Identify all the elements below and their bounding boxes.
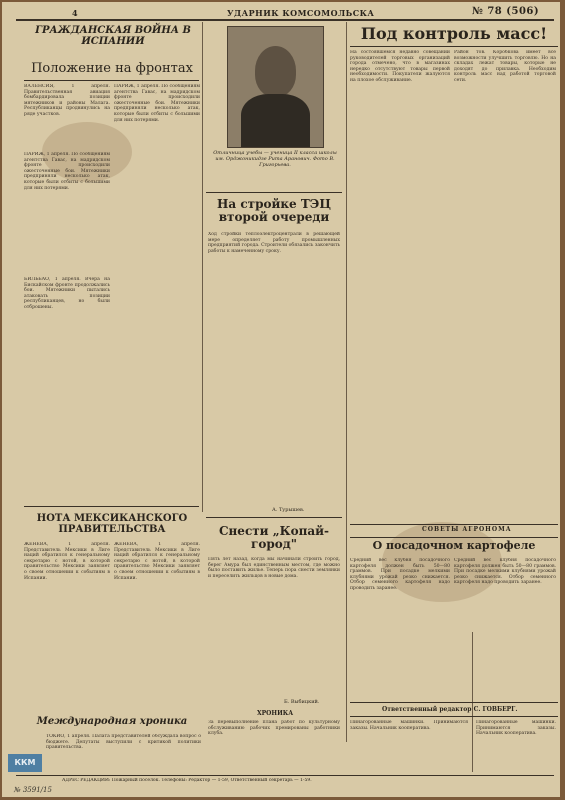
editor-line: Ответственный редактор С. ГОВБЕРГ. [382, 706, 518, 713]
kopai-heading: Снести „Копай-город" [218, 524, 330, 551]
mexico-note-text-continued: ЖЕНЕВА, 1 апреля. Представитель Мексики в Лиге наций обратился к генеральному секретарю с нотой, в которой правительство Мексики заявляет о своем отношении к событиям в Испании. [114, 542, 200, 581]
potato-heading: О посадочном картофеле [372, 539, 536, 552]
chronicle-text: За перевыполнение плана работ по культурному обслуживанию рабочих премированы работники клуба. [208, 720, 340, 737]
footer-rule [16, 775, 554, 776]
international-chronicle-heading: Международная хроника [36, 716, 188, 727]
column-divider [346, 22, 347, 742]
mexico-note-heading: НОТА МЕКСИКАНСКОГО ПРАВИТЕЛЬСТВА [36, 513, 188, 535]
potato-text-a: Средний вес клубня посадочного картофеля должен быть 50—80 граммов. При посадке мелкими клубнями урожай резко снижается. Отбор семенного картофеля надо проводить заранее. [350, 558, 450, 591]
photo-caption: Отличница учебы — ученица II класса школы им. Орджоникидзе Рита Аранович. Фото В. Григорьева. [213, 150, 337, 168]
front-report-4: ПАРИЖ, 1 апреля. По сообщениям агентства Гавас, на мадридском фронте происходили ожесточенные бои. Мятежники предприняли несколько атак, которые были отбиты с большими для них потерями. [114, 84, 200, 123]
heading-rule [350, 46, 558, 47]
archive-stamp: ККМ [8, 754, 42, 772]
section-rule [206, 517, 342, 518]
page-number: 4 [72, 8, 79, 18]
fronts-subheading: Положение на фронтах [31, 61, 193, 76]
tec-heading: На стройке ТЭЦ второй очереди [217, 197, 331, 224]
spain-war-heading: ГРАЖДАНСКАЯ ВОЙНА В ИСПАНИИ [35, 25, 191, 47]
kopai-article-text: Пять лет назад, когда мы начинали строить город, берег Амура был единственным местом, где можно было поставить жилье. Теперь пора снести землянки и переселить жильцов в новые дома. [208, 557, 340, 579]
masthead-rule [16, 19, 554, 21]
front-report-3: БИЛЬБАО, 1 апреля. Вчера на Бискайском фронте продолжались бои. Мятежники пытались атаковать позиции республиканцев, но были отброшены. [24, 277, 110, 310]
portrait-body [241, 94, 309, 147]
mass-control-text-a: На состоявшемся недавно совещании руководителей торговых организаций города отмечено, что в магазинах нередко отсутствуют товары первой необходимости. Покупатели жалуются на плохое обслуживание. [350, 50, 450, 83]
footer-address: АДРЕС РЕДАКЦИИ: Пожарный поселок. Телефоны: Редактор — 1-59, Ответственный секретарь — 1-59. [62, 778, 312, 783]
kopai-author: Б. Выбицкий. [284, 699, 320, 705]
portrait-photo [227, 26, 324, 148]
mass-control-heading: Под контроль масс! [360, 24, 548, 43]
mass-control-text-b: Район тов. Коробкова имеет все возможности улучшить торговлю. Но на складах лежат товары, которые не доходят до прилавка. Необходим контроль масс над работой торговой сети. [454, 50, 556, 83]
tec-article-text: Ход стройки теплоэлектроцентрали в решающей мере определяет работу промышленных предприятий города. Строители обязались закончить работы к намеченному сроку. [208, 232, 340, 254]
portrait-face [255, 46, 297, 96]
notices-text-right: Пинагорованные машинки. Принимаются заказы. Начальник кооператива. [476, 720, 556, 737]
tec-author: А. Турышев. [272, 507, 305, 513]
newspaper-page [2, 2, 560, 797]
section-rule [350, 716, 558, 717]
section-rule [24, 506, 199, 507]
chronicle-heading: ХРОНИКА [257, 710, 294, 717]
international-chronicle-text: ТОКИО, 1 апреля. Палата представителей обсуждала вопрос о бюджете. Депутаты выступили с критикой политики правительства. [46, 734, 201, 751]
front-report-2: ПАРИЖ, 1 апреля. По сообщениям агентства Гавас, на мадридском фронте происходили ожесточенные бои. Мятежники предприняли несколько атак, которые были отбиты с большими для них потерями. [24, 152, 110, 191]
section-rule [206, 192, 342, 193]
paper-name: УДАРНИК КОМСОМОЛЬСКА [227, 8, 375, 18]
front-report-1: ВАЛЕНСИЯ, 1 апреля. Правительственная авиация бомбардировала позиции мятежников и районы Малага. Республиканцы продвинулись на ряде участков. [24, 84, 110, 117]
column-divider [202, 22, 203, 512]
issue-number: № 78 (506) [472, 6, 540, 17]
section-rule [350, 702, 558, 703]
notices-text: Пинагорованные машинки. Принимаются заказы. Начальник кооператива. [350, 720, 468, 731]
heading-rule [24, 80, 199, 81]
mexico-note-text: ЖЕНЕВА, 1 апреля. Представитель Мексики в Лиге наций обратился к генеральному секретарю с нотой, в которой правительство Мексики заявляет о своем отношении к событиям в Испании. [24, 542, 110, 581]
handwritten-note: № 3591/15 [14, 786, 52, 794]
agronomist-tips-label: СОВЕТЫ АГРОНОМА [422, 526, 512, 533]
potato-text-b: Средний вес клубня посадочного картофеля должен быть 50—80 граммов. При посадке мелкими клубнями урожай резко снижается. Отбор семенного картофеля надо проводить заранее. [454, 558, 556, 586]
